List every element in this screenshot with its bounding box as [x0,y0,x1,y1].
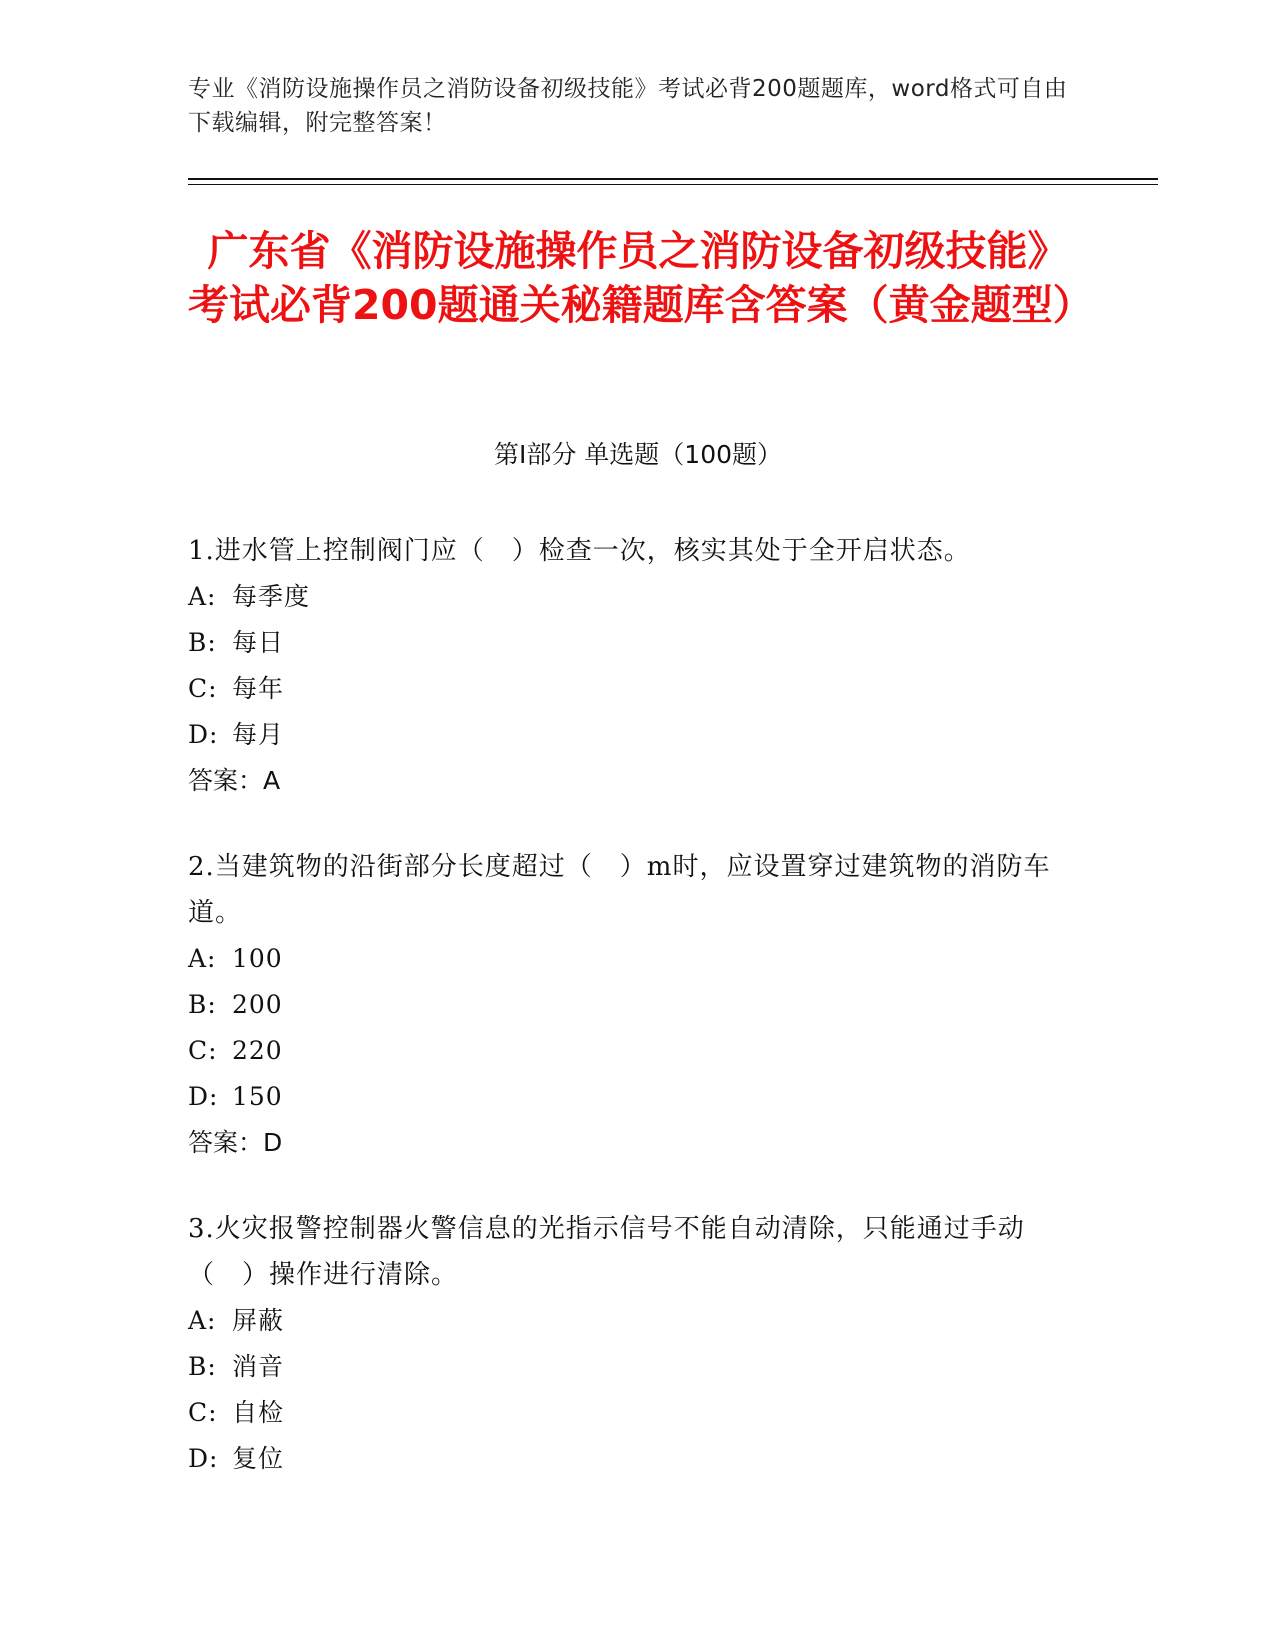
header-rule-thin [188,184,1158,185]
option-text: 每日 [232,628,285,657]
option-letter: C: [188,674,218,703]
section-heading: 第I部分 单选题（100题） [493,440,783,469]
option-letter: A: [188,944,217,973]
question-list [188,528,1088,1522]
option-letter: B: [188,990,217,1019]
option-c [188,666,1088,712]
document-title: 广东省《消防设施操作员之消防设备初级技能》考试必背200题通关秘籍题库含答案（黄金题型） [188,227,1094,329]
option-text: 每月 [232,720,285,749]
option-b [188,1344,1088,1390]
option-d [188,712,1088,758]
question-stem: 3.火灾报警控制器火警信息的光指示信号不能自动清除，只能通过手动（ ）操作进行清除。 [188,1214,1025,1290]
option-text: 220 [232,1036,283,1065]
option-text: 150 [232,1082,283,1111]
option-b [188,620,1088,666]
question-stem: 2.当建筑物的沿街部分长度超过（ ）m时，应设置穿过建筑物的消防车道。 [188,852,1051,928]
option-letter: B: [188,1352,217,1381]
option-d [188,1074,1088,1120]
option-text: 200 [232,990,283,1019]
option-c [188,1390,1088,1436]
option-text: 每季度 [232,582,311,611]
question-2 [188,844,1088,1166]
answer-line: 答案：D [188,1128,283,1157]
option-text: 复位 [232,1444,285,1473]
option-text: 100 [232,944,283,973]
option-text: 屏蔽 [232,1306,285,1335]
option-letter: C: [188,1036,218,1065]
option-text: 每年 [232,674,285,703]
option-text: 自检 [232,1398,285,1427]
option-a [188,1298,1088,1344]
option-letter: D: [188,1082,219,1111]
option-text: 消音 [232,1352,285,1381]
question-stem: 1.进水管上控制阀门应（ ）检查一次，核实其处于全开启状态。 [188,536,971,566]
question-3 [188,1206,1088,1482]
option-letter: D: [188,1444,219,1473]
option-c [188,1028,1088,1074]
question-1 [188,528,1088,804]
option-letter: C: [188,1398,218,1427]
option-a [188,936,1088,982]
option-letter: D: [188,720,219,749]
answer-line: 答案：A [188,766,281,795]
header-rule-thick [188,178,1158,180]
option-letter: B: [188,628,217,657]
option-letter: A: [188,1306,217,1335]
option-a [188,574,1088,620]
option-letter: A: [188,582,217,611]
header-note: 专业《消防设施操作员之消防设备初级技能》考试必背200题题库，word格式可自由下载编辑，附完整答案！ [188,76,1068,136]
option-b [188,982,1088,1028]
option-d [188,1436,1088,1482]
